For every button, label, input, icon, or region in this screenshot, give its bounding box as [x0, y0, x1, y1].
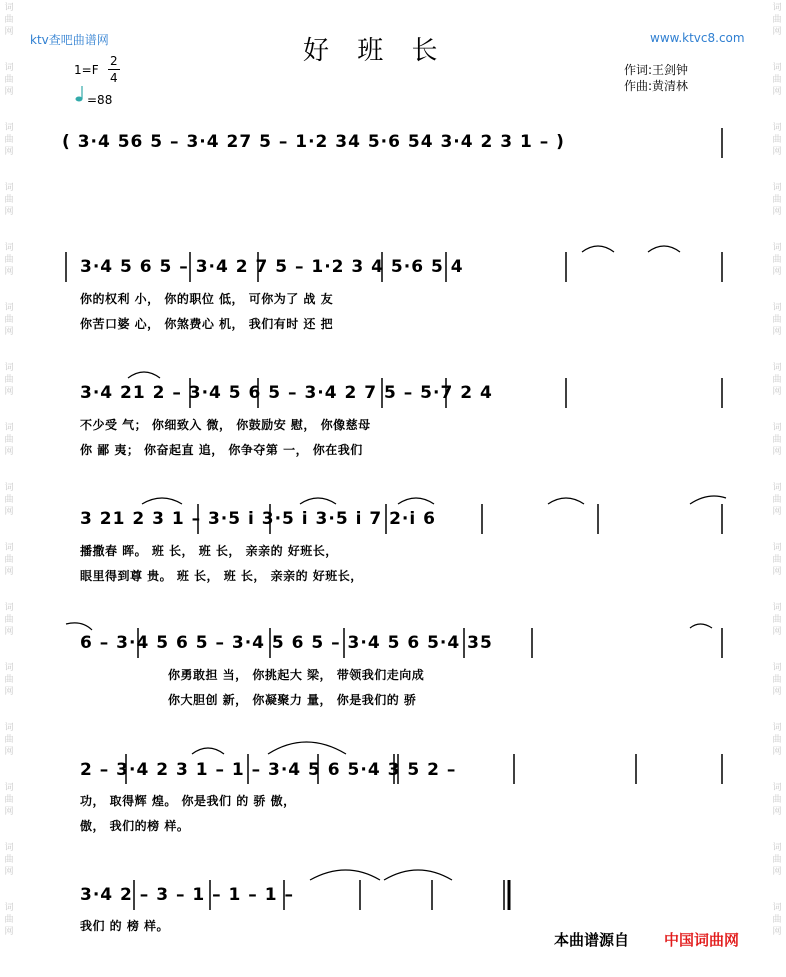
lyrics-row-3-verse-2: 眼里得到尊 贵。 班 长， 班 长， 亲亲的 好班长， — [80, 569, 363, 583]
lyrics-row-3-verse-1: 播撒春 晖。 班 长， 班 长， 亲亲的 好班长， — [80, 544, 338, 558]
watermark-text: 词曲网 — [772, 783, 782, 817]
lyrics-row-5-verse-1: 功， 取得辉 煌。 你是我们 的 骄 傲， — [80, 794, 296, 808]
source-site-left: ktv查吧曲谱网 — [30, 33, 109, 47]
slur — [268, 742, 346, 754]
watermark-text: 词曲网 — [772, 663, 782, 697]
slur — [548, 498, 584, 504]
watermark-text: 词曲网 — [4, 663, 14, 697]
tempo-marking: =88 — [87, 93, 113, 107]
slur — [142, 498, 182, 504]
lyrics-row-4-verse-1: 你勇敢担 当， 你挑起大 梁， 带领我们走向成 — [168, 668, 425, 682]
slur — [648, 246, 680, 252]
lyrics-row-1-verse-1: 你的权利 小， 你的职位 低， 可你为了 战 友 — [80, 292, 334, 306]
watermark-text: 词曲网 — [772, 183, 782, 217]
time-signature-bottom: 4 — [110, 71, 118, 85]
source-site-right: www.ktvc8.com — [650, 31, 745, 45]
time-signature-top: 2 — [110, 54, 118, 68]
watermark-text: 词曲网 — [4, 543, 14, 577]
tie — [384, 870, 452, 880]
watermark-text: 词曲网 — [4, 423, 14, 457]
watermark-text: 词曲网 — [4, 63, 14, 97]
slur — [300, 498, 336, 504]
watermark-text: 词曲网 — [4, 3, 14, 37]
watermark-text: 词曲网 — [772, 123, 782, 157]
key-signature: 1=F — [74, 63, 99, 77]
lyrics-row-2-verse-2: 你 鄙 夷； 你奋起直 追， 你争夺第 一， 你在我们 — [80, 443, 363, 457]
notes-row-1: 3·4 5 6 5 – 3·4 2 7 5 – 1·2 3 4 5·6 5 4 — [80, 257, 464, 277]
watermark-text: 词曲网 — [772, 903, 782, 937]
watermark-text: 词曲网 — [4, 243, 14, 277]
lyrics-row-2-verse-1: 不少受 气； 你细致入 微， 你鼓励安 慰， 你像慈母 — [80, 418, 371, 432]
watermark-text: 词曲网 — [772, 543, 782, 577]
slur — [582, 246, 614, 252]
watermark-text: 词曲网 — [772, 303, 782, 337]
watermark-text: 词曲网 — [4, 303, 14, 337]
slur — [690, 624, 712, 628]
watermark-text: 词曲网 — [772, 63, 782, 97]
watermark-text: 词曲网 — [4, 123, 14, 157]
watermark-text: 词曲网 — [772, 363, 782, 397]
notes-row-6: 3·4 2 – 3 – 1 – 1 – 1 – — [80, 885, 294, 905]
watermark-text: 词曲网 — [4, 363, 14, 397]
lyricist-credit: 作词:王剑钟 — [624, 63, 689, 77]
watermark-text: 词曲网 — [772, 423, 782, 457]
lyrics-row-4-verse-2: 你大胆创 新， 你凝聚力 量， 你是我们的 骄 — [168, 693, 417, 707]
slur — [66, 623, 92, 630]
slur — [128, 372, 160, 378]
lyrics-row-5-verse-2: 傲， 我们的榜 样。 — [80, 819, 190, 833]
notes-row-3: 3 21 2 3 1 – 3·5 i 3·5 i 3·5 i 7 2·i 6 — [80, 509, 436, 529]
footer-source-label: 本曲谱源自 — [554, 931, 630, 949]
watermark-text: 词曲网 — [4, 903, 14, 937]
watermark-text: 词曲网 — [4, 723, 14, 757]
footer-source-site: 中国词曲网 — [664, 931, 740, 949]
slur — [690, 496, 726, 504]
tie — [310, 870, 380, 880]
watermark-text: 词曲网 — [772, 603, 782, 637]
composer-credit: 作曲:黄清林 — [624, 79, 689, 93]
watermark-text: 词曲网 — [772, 483, 782, 517]
slur — [398, 498, 434, 504]
intro-notes: ( 3·4 56 5 – 3·4 27 5 – 1·2 34 5·6 54 3·4 2 3 1 – ) — [62, 132, 565, 152]
watermark-text: 词曲网 — [772, 3, 782, 37]
watermark-text: 词曲网 — [772, 843, 782, 877]
notes-row-5: 2 – 3·4 2 3 1 – 1 – 3·4 5 6 5·4 3 5 2 – — [80, 760, 457, 780]
watermark-text: 词曲网 — [772, 723, 782, 757]
watermark-text: 词曲网 — [4, 483, 14, 517]
notes-row-2: 3·4 21 2 – 3·4 5 6 5 – 3·4 2 7 5 – 5·7 2 4 — [80, 383, 493, 403]
song-title: 好 班 长 — [303, 36, 448, 66]
lyrics-row-1-verse-2: 你苦口婆 心， 你煞费心 机， 我们有时 还 把 — [80, 317, 334, 331]
watermark-text: 词曲网 — [4, 783, 14, 817]
watermark-text: 词曲网 — [4, 183, 14, 217]
watermark-text: 词曲网 — [772, 243, 782, 277]
lyrics-row-6-verse-1: 我们 的 榜 样。 — [80, 919, 170, 933]
notes-row-4: 6 – 3·4 5 6 5 – 3·4 5 6 5 – 3·4 5 6 5·4 35 — [80, 633, 493, 653]
watermark-text: 词曲网 — [4, 603, 14, 637]
slur — [192, 748, 224, 754]
watermark-text: 词曲网 — [4, 843, 14, 877]
